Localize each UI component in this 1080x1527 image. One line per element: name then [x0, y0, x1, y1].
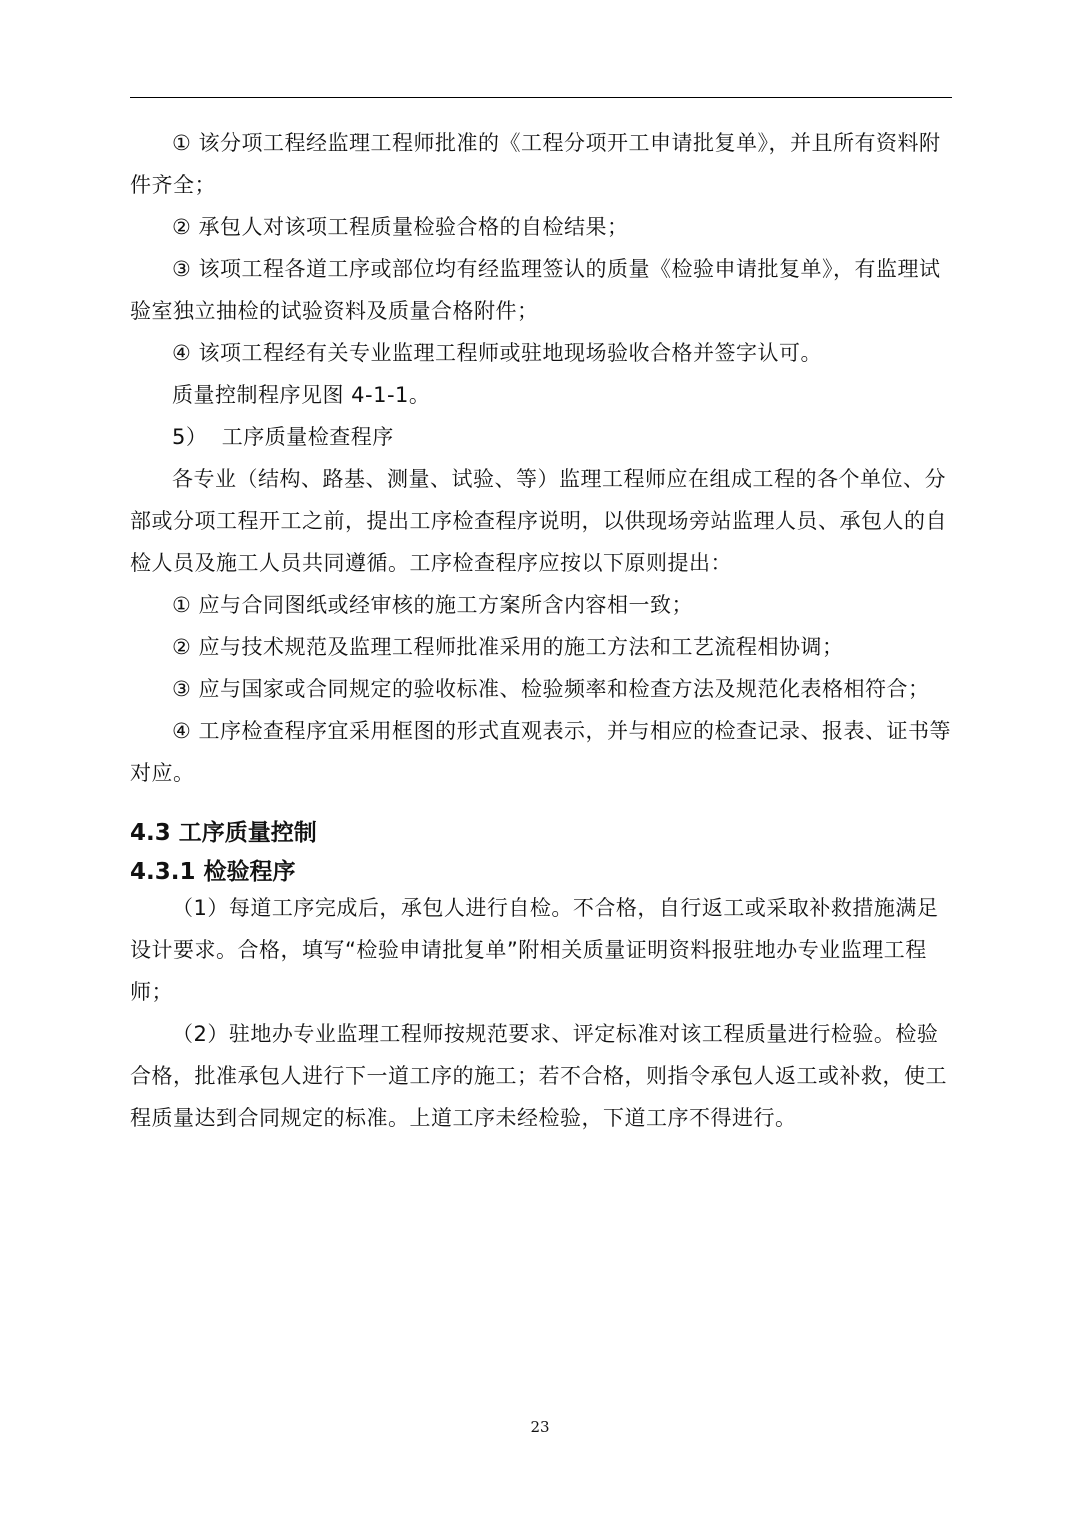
section-heading-4-3: 4.3 工序质量控制	[130, 820, 317, 846]
paragraph-item-4: ④ 该项工程经有关专业监理工程师或驻地现场验收合格并签字认可。	[172, 341, 822, 365]
header-rule	[130, 97, 952, 98]
page-number: 23	[530, 1418, 550, 1436]
paragraph-figure-ref: 质量控制程序见图 4-1-1。	[172, 383, 431, 407]
paragraph-principle-1: ① 应与合同图纸或经审核的施工方案所含内容相一致；	[172, 593, 693, 617]
paragraph-item-1: ① 该分项工程经监理工程师批准的《工程分项开工申请批复单》，并且所有资料附件齐全；	[130, 131, 941, 197]
body-text-block-2	[130, 887, 952, 1139]
paragraph-principle-2: ② 应与技术规范及监理工程师批准采用的施工方法和工艺流程相协调；	[172, 635, 844, 659]
paragraph-step-2: （2）驻地办专业监理工程师按规范要求、评定标准对该工程质量进行检验。检验合格，批准承包人进行下一道工序的施工；若不合格，则指令承包人返工或补救，使工程质量达到合同规定的标准。上道工序未经检验，下道工序不得进行。	[130, 1022, 947, 1130]
paragraph-item-2: ② 承包人对该项工程质量检验合格的自检结果；	[172, 215, 629, 239]
section-heading-4-3-1: 4.3.1 检验程序	[130, 859, 296, 885]
paragraph-intro: 各专业（结构、路基、测量、试验、等）监理工程师应在组成工程的各个单位、分部或分项工程开工之前，提出工序检查程序说明，以供现场旁站监理人员、承包人的自检人员及施工人员共同遵循。工序检查程序应按以下原则提出：	[130, 467, 947, 575]
paragraph-subheading-5: 5） 工序质量检查程序	[172, 425, 394, 449]
paragraph-item-3: ③ 该项工程各道工序或部位均有经监理签认的质量《检验申请批复单》，有监理试验室独立抽检的试验资料及质量合格附件；	[130, 257, 941, 323]
paragraph-step-1: （1）每道工序完成后，承包人进行自检。不合格，自行返工或采取补救措施满足设计要求。合格，填写“检验申请批复单”附相关质量证明资料报驻地办专业监理工程师；	[130, 896, 939, 1004]
paragraph-principle-4: ④ 工序检查程序宜采用框图的形式直观表示，并与相应的检查记录、报表、证书等对应。	[130, 719, 951, 785]
body-text-block-1	[130, 122, 952, 794]
paragraph-principle-3: ③ 应与国家或合同规定的验收标准、检验频率和检查方法及规范化表格相符合；	[172, 677, 930, 701]
